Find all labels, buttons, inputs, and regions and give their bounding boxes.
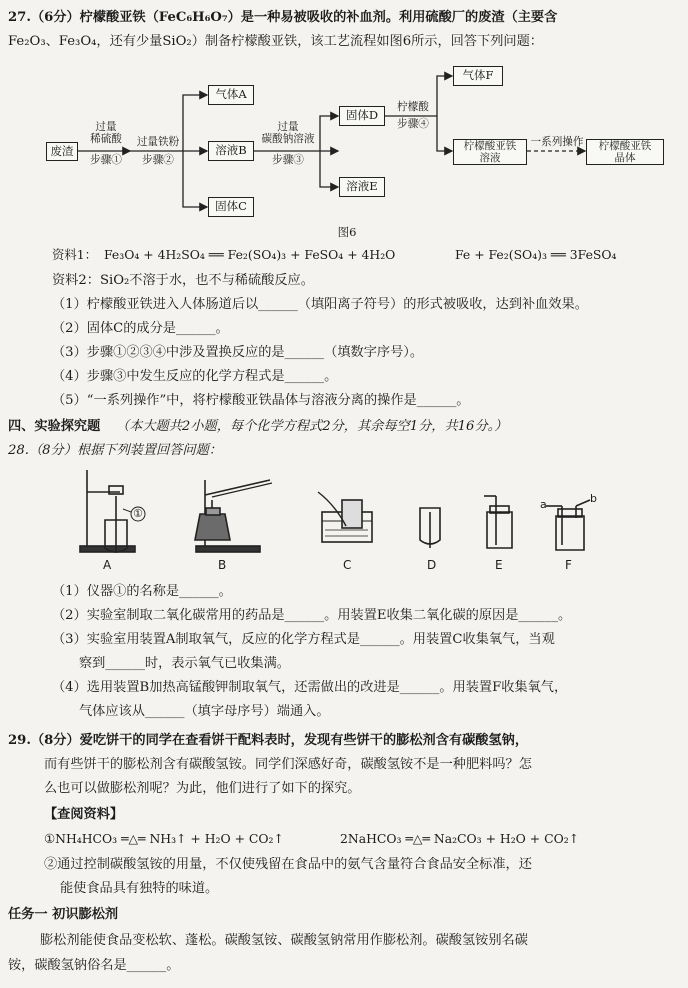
flow-box-solution-e: 溶液E bbox=[339, 177, 385, 197]
q29-equation2: 2NaHCO₃ ═△═ Na₂CO₃ + H₂O + CO₂↑ bbox=[340, 831, 580, 846]
series-ops-label: 一系列操作 bbox=[530, 136, 584, 148]
flow-box-solid-c: 固体C bbox=[208, 197, 254, 217]
info1-label: 资料1： bbox=[52, 247, 98, 262]
q29-item2-line1: ②通过控制碳酸氢铵的用量，不仅使残留在食品中的氨气含量符合食品安全标准，还 bbox=[44, 857, 532, 872]
apparatus-b bbox=[195, 480, 272, 552]
q28-sub2: （2）实验室制取二氧化碳常用的药品是______。用装置E收集二氧化碳的原因是______。 bbox=[52, 608, 572, 623]
section4-title: 四、实验探究题 bbox=[8, 419, 101, 434]
step2-label-top: 过量铁粉 bbox=[136, 136, 180, 148]
q27-header-line2: Fe₂O₃、Fe₃O₄，还有少量SiO₂）制备柠檬酸亚铁，该工艺流程如图6所示，回答下列问题： bbox=[8, 34, 543, 49]
info1-equation1: Fe₃O₄ + 4H₂SO₄ ══ Fe₂(SO₄)₃ + FeSO₄ + 4H₂O bbox=[104, 247, 396, 262]
flow-box-gas-a: 气体A bbox=[208, 85, 254, 105]
step4-label-top: 柠檬酸 bbox=[397, 101, 429, 113]
step4-label-bottom: 步骤④ bbox=[397, 118, 429, 130]
q28-sub1: （1）仪器①的名称是______。 bbox=[52, 584, 232, 599]
step1-label-bottom: 步骤① bbox=[90, 154, 122, 166]
apparatus-f-port-b: b bbox=[590, 492, 597, 505]
q27-sub1: （1）柠檬酸亚铁进入人体肠道后以______（填阳离子符号）的形式被吸收，达到补血效果。 bbox=[52, 297, 588, 312]
q29-header-line1: 29.（8分）爱吃饼干的同学在查看饼干配料表时，发现有些饼干的膨松剂含有碳酸氢钠， bbox=[8, 733, 529, 748]
flow-box-ferrous-citrate-crystal: 柠檬酸亚铁晶体 bbox=[586, 139, 664, 165]
q28-sub3-line1: （3）实验室用装置A制取氧气，反应的化学方程式是______。用装置C收集氧气，当观 bbox=[52, 632, 555, 647]
apparatus-d bbox=[420, 508, 440, 548]
q29-task1-title: 任务一 初识膨松剂 bbox=[8, 907, 119, 922]
q29-lookup-title: 【查阅资料】 bbox=[44, 807, 124, 822]
flow-box-start: 废渣 bbox=[46, 142, 78, 161]
step1-label-top: 过量 bbox=[95, 121, 117, 133]
apparatus-label-f: F bbox=[565, 558, 572, 572]
q27-sub2: （2）固体C的成分是______。 bbox=[52, 321, 229, 336]
q29-header-line2: 而有些饼干的膨松剂含有碳酸氢铵。同学们深感好奇，碳酸氢铵不是一种肥料吗？怎 bbox=[44, 757, 532, 772]
q29-header-line3: 么也可以做膨松剂呢？为此，他们进行了如下的探究。 bbox=[44, 781, 361, 796]
q29-item2-line2: 能使食品具有独特的味道。 bbox=[60, 881, 219, 896]
q27-sub4: （4）步骤③中发生反应的化学方程式是______。 bbox=[52, 369, 338, 384]
apparatus-label-c: C bbox=[343, 558, 352, 572]
apparatus-label-a: A bbox=[103, 558, 112, 572]
q29-equation1: ①NH₄HCO₃ ═△═ NH₃↑ + H₂O + CO₂↑ bbox=[44, 831, 284, 846]
apparatus-e bbox=[484, 496, 512, 548]
flow-box-gas-f: 气体F bbox=[453, 66, 503, 86]
q28-header: 28.（8分）根据下列装置回答问题： bbox=[8, 443, 222, 458]
q28-sub3-line2: 察到______时，表示氧气已收集满。 bbox=[79, 656, 290, 671]
flow-box-solid-d: 固体D bbox=[339, 106, 385, 126]
q28-sub4-line1: （4）选用装置B加热高锰酸钾制取氧气，还需做出的改进是______。用装置F收集氧气， bbox=[52, 680, 568, 695]
q27-header-line1: 27.（6分）柠檬酸亚铁（FeC₆H₆O₇）是一种易被吸收的补血剂。利用硫酸厂的废渣（主要含 bbox=[8, 10, 558, 25]
info1-equation2: Fe + Fe₂(SO₄)₃ ══ 3FeSO₄ bbox=[455, 247, 617, 262]
flow-box-solution-b: 溶液B bbox=[208, 141, 254, 161]
q29-task1-line2: 铵，碳酸氢钠俗名是______。 bbox=[8, 958, 180, 973]
step2-label-bottom: 步骤② bbox=[142, 154, 174, 166]
figure-caption: 图6 bbox=[337, 225, 357, 239]
step1-label-mid: 稀硫酸 bbox=[90, 133, 122, 145]
info2: 资料2：SiO₂不溶于水，也不与稀硫酸反应。 bbox=[52, 273, 314, 288]
apparatus-label-b: B bbox=[218, 558, 227, 572]
q28-sub4-line2: 气体应该从______（填字母序号）端通入。 bbox=[79, 704, 330, 719]
q29-task1-line1: 膨松剂能使食品变松软、蓬松。碳酸氢铵、碳酸氢钠常用作膨松剂。碳酸氢铵别名碳 bbox=[40, 933, 528, 948]
apparatus-marker-1: ① bbox=[133, 507, 143, 520]
apparatus-c bbox=[318, 492, 372, 542]
apparatus-label-e: E bbox=[495, 558, 503, 572]
apparatus-f bbox=[546, 500, 590, 550]
flow-box-ferrous-citrate-solution: 柠檬酸亚铁溶液 bbox=[453, 139, 527, 165]
q27-sub5: （5）“一系列操作”中，将柠檬酸亚铁晶体与溶液分离的操作是______。 bbox=[52, 393, 470, 408]
section4-note: （本大题共2小题，每个化学方程式2分，其余每空1分，共16分。） bbox=[116, 419, 508, 434]
apparatus-label-d: D bbox=[427, 558, 437, 572]
step3-label-bottom: 步骤③ bbox=[272, 154, 304, 166]
q27-sub3: （3）步骤①②③④中涉及置换反应的是______（填数字序号）。 bbox=[52, 345, 424, 360]
apparatus-f-port-a: a bbox=[540, 498, 547, 511]
step3-label-mid: 碳酸钠溶液 bbox=[261, 133, 315, 145]
step3-label-top: 过量 bbox=[277, 121, 299, 133]
